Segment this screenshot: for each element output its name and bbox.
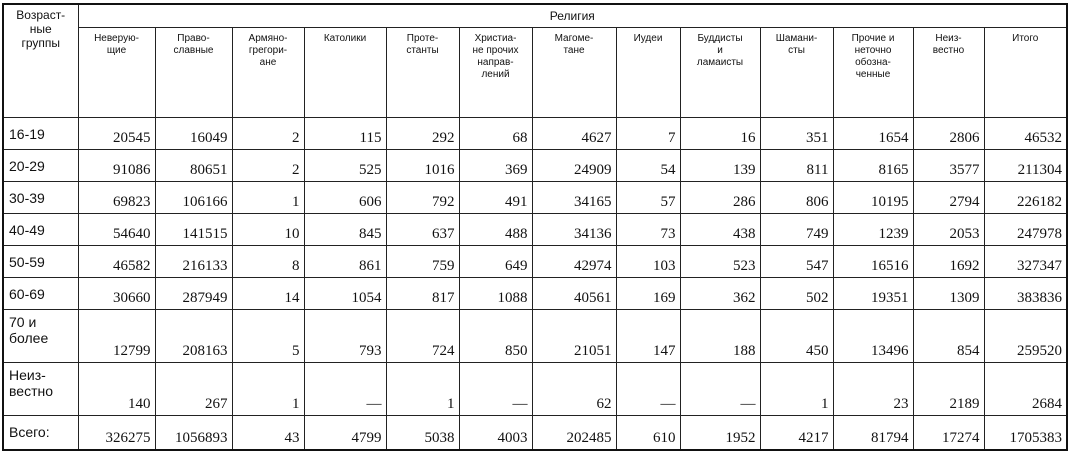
column-header: Право- славные xyxy=(155,28,232,118)
table-cell: 12799 xyxy=(78,310,155,363)
table-cell: 30660 xyxy=(78,278,155,310)
table-cell: — xyxy=(616,363,680,416)
table-cell: 19351 xyxy=(833,278,913,310)
table-cell: 351 xyxy=(760,118,833,150)
table-cell: 1056893 xyxy=(155,416,232,450)
column-header-row xyxy=(3,28,1067,118)
super-header-religion: Религия xyxy=(78,4,1067,28)
column-header: Католики xyxy=(304,28,386,118)
table-cell: 502 xyxy=(760,278,833,310)
table-cell: 5038 xyxy=(386,416,459,450)
table-cell: 1088 xyxy=(459,278,532,310)
table-cell: 383836 xyxy=(984,278,1067,310)
table-cell: 4217 xyxy=(760,416,833,450)
row-label: Всего: xyxy=(3,416,78,450)
table-cell: 34165 xyxy=(532,182,616,214)
table-cell: 8 xyxy=(232,246,304,278)
table-cell: 1 xyxy=(760,363,833,416)
table-cell: 1054 xyxy=(304,278,386,310)
table-cell: 326275 xyxy=(78,416,155,450)
table-cell: 208163 xyxy=(155,310,232,363)
table-cell: 792 xyxy=(386,182,459,214)
table-cell: 362 xyxy=(680,278,760,310)
table-cell: 3577 xyxy=(913,150,984,182)
table-cell: 16516 xyxy=(833,246,913,278)
table-cell: 525 xyxy=(304,150,386,182)
table-cell: 68 xyxy=(459,118,532,150)
table-cell: 845 xyxy=(304,214,386,246)
table-cell: 16049 xyxy=(155,118,232,150)
table-cell: 1 xyxy=(232,363,304,416)
table-cell: 259520 xyxy=(984,310,1067,363)
table-cell: 850 xyxy=(459,310,532,363)
table-cell: 606 xyxy=(304,182,386,214)
table-row xyxy=(3,363,1067,416)
table-cell: 793 xyxy=(304,310,386,363)
table-cell: 73 xyxy=(616,214,680,246)
table-cell: 287949 xyxy=(155,278,232,310)
table-cell: 2 xyxy=(232,150,304,182)
table-cell: 369 xyxy=(459,150,532,182)
table-cell: 2053 xyxy=(913,214,984,246)
table-cell: 7 xyxy=(616,118,680,150)
table-cell: 21051 xyxy=(532,310,616,363)
table-cell: 5 xyxy=(232,310,304,363)
table-cell: — xyxy=(459,363,532,416)
table-cell: 106166 xyxy=(155,182,232,214)
super-header-row xyxy=(3,4,1067,28)
table-cell: 14 xyxy=(232,278,304,310)
column-header: Буддисты и ламаисты xyxy=(680,28,760,118)
table-cell: 103 xyxy=(616,246,680,278)
table-cell: 523 xyxy=(680,246,760,278)
table-cell: 34136 xyxy=(532,214,616,246)
row-label: 70 и более xyxy=(3,310,78,363)
table-row xyxy=(3,182,1067,214)
table-cell: 547 xyxy=(760,246,833,278)
religion-age-table xyxy=(2,3,1068,451)
table-cell: 450 xyxy=(760,310,833,363)
table-cell: 610 xyxy=(616,416,680,450)
column-header: Неверую- щие xyxy=(78,28,155,118)
table-cell: 211304 xyxy=(984,150,1067,182)
table-row xyxy=(3,150,1067,182)
table-cell: 46582 xyxy=(78,246,155,278)
table-cell: 2806 xyxy=(913,118,984,150)
table-cell: 4799 xyxy=(304,416,386,450)
table-cell: 2 xyxy=(232,118,304,150)
table-cell: 649 xyxy=(459,246,532,278)
table-cell: 1692 xyxy=(913,246,984,278)
table-cell: 62 xyxy=(532,363,616,416)
table-row xyxy=(3,246,1067,278)
table-cell: 1 xyxy=(232,182,304,214)
table-cell: 759 xyxy=(386,246,459,278)
table-cell: 8165 xyxy=(833,150,913,182)
table-cell: 1952 xyxy=(680,416,760,450)
table-cell: 20545 xyxy=(78,118,155,150)
table-cell: 140 xyxy=(78,363,155,416)
column-header: Неиз- вестно xyxy=(913,28,984,118)
table-row xyxy=(3,416,1067,450)
table-cell: 10 xyxy=(232,214,304,246)
table-cell: 141515 xyxy=(155,214,232,246)
table-cell: 42974 xyxy=(532,246,616,278)
table-cell: 247978 xyxy=(984,214,1067,246)
row-label: 50-59 xyxy=(3,246,78,278)
table-cell: 91086 xyxy=(78,150,155,182)
column-header: Шамани- сты xyxy=(760,28,833,118)
table-cell: 188 xyxy=(680,310,760,363)
table-row xyxy=(3,214,1067,246)
table-cell: 40561 xyxy=(532,278,616,310)
table-cell: 806 xyxy=(760,182,833,214)
table-cell: 13496 xyxy=(833,310,913,363)
table-cell: 861 xyxy=(304,246,386,278)
column-header: Итого xyxy=(984,28,1067,118)
column-header: Прочие и неточно обозна- ченные xyxy=(833,28,913,118)
row-label: Неиз- вестно xyxy=(3,363,78,416)
table-cell: — xyxy=(304,363,386,416)
column-header: Проте- станты xyxy=(386,28,459,118)
table-cell: 81794 xyxy=(833,416,913,450)
table-cell: 491 xyxy=(459,182,532,214)
row-header-age-groups: Возраст- ные группы xyxy=(3,4,78,118)
table-row xyxy=(3,118,1067,150)
table-cell: 2189 xyxy=(913,363,984,416)
table-cell: 286 xyxy=(680,182,760,214)
table-cell: 80651 xyxy=(155,150,232,182)
table-row xyxy=(3,310,1067,363)
table-cell: 2794 xyxy=(913,182,984,214)
table-cell: 292 xyxy=(386,118,459,150)
table-cell: 10195 xyxy=(833,182,913,214)
table-cell: 24909 xyxy=(532,150,616,182)
table-cell: 169 xyxy=(616,278,680,310)
table-cell: 854 xyxy=(913,310,984,363)
row-label: 20-29 xyxy=(3,150,78,182)
column-header: Иудеи xyxy=(616,28,680,118)
table-body xyxy=(3,118,1067,450)
table-cell: 1654 xyxy=(833,118,913,150)
table-cell: 216133 xyxy=(155,246,232,278)
table-cell: 115 xyxy=(304,118,386,150)
row-label: 40-49 xyxy=(3,214,78,246)
table-cell: 46532 xyxy=(984,118,1067,150)
table-cell: 54640 xyxy=(78,214,155,246)
table-cell: 69823 xyxy=(78,182,155,214)
table-cell: 202485 xyxy=(532,416,616,450)
table-row xyxy=(3,278,1067,310)
table-cell: 147 xyxy=(616,310,680,363)
table-cell: 139 xyxy=(680,150,760,182)
table-cell: 1016 xyxy=(386,150,459,182)
column-header: Армяно- грегори- ане xyxy=(232,28,304,118)
table-cell: 267 xyxy=(155,363,232,416)
table-cell: 1239 xyxy=(833,214,913,246)
table-cell: 54 xyxy=(616,150,680,182)
table-cell: 43 xyxy=(232,416,304,450)
row-label: 60-69 xyxy=(3,278,78,310)
table-cell: 57 xyxy=(616,182,680,214)
row-label: 30-39 xyxy=(3,182,78,214)
column-header: Магоме- тане xyxy=(532,28,616,118)
table-cell: 23 xyxy=(833,363,913,416)
table-cell: 488 xyxy=(459,214,532,246)
table-cell: 1705383 xyxy=(984,416,1067,450)
table-cell: 817 xyxy=(386,278,459,310)
table-cell: 811 xyxy=(760,150,833,182)
table-cell: 1 xyxy=(386,363,459,416)
row-label: 16-19 xyxy=(3,118,78,150)
table-cell: — xyxy=(680,363,760,416)
table-cell: 2684 xyxy=(984,363,1067,416)
table-cell: 327347 xyxy=(984,246,1067,278)
table-cell: 1309 xyxy=(913,278,984,310)
table-cell: 749 xyxy=(760,214,833,246)
table-cell: 226182 xyxy=(984,182,1067,214)
table-cell: 4003 xyxy=(459,416,532,450)
table-cell: 637 xyxy=(386,214,459,246)
table-cell: 438 xyxy=(680,214,760,246)
column-header: Христиа- не прочих направ- лений xyxy=(459,28,532,118)
table-cell: 17274 xyxy=(913,416,984,450)
table-cell: 4627 xyxy=(532,118,616,150)
table-cell: 16 xyxy=(680,118,760,150)
table-cell: 724 xyxy=(386,310,459,363)
